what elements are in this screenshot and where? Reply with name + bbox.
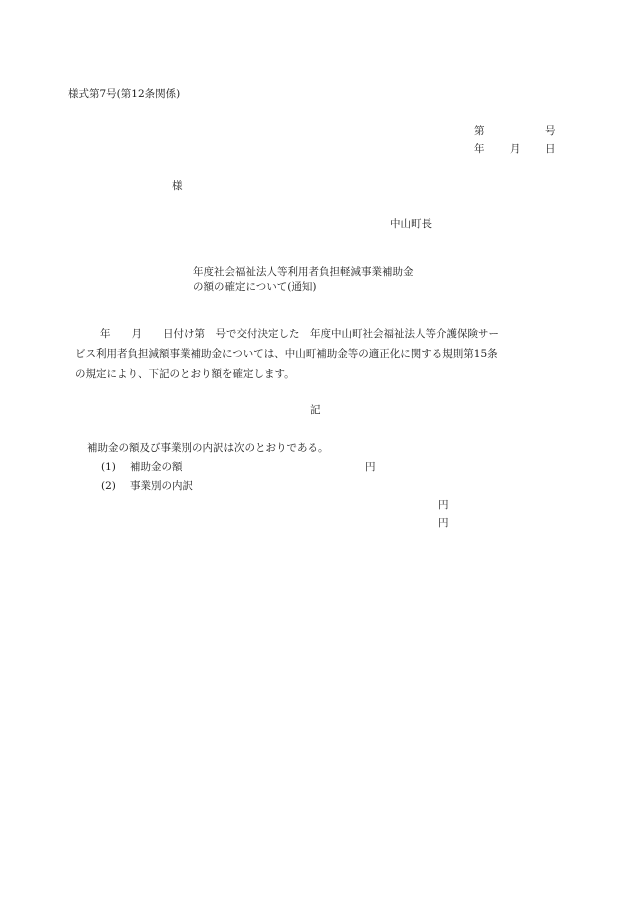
body-line-2: ビス利用者負担減額事業補助金については、中山町補助金等の適正化に関する規則第15条 bbox=[75, 348, 498, 360]
date-year: 年 bbox=[474, 143, 485, 155]
body-line-3: の規定により、下記のとおり額を確定します。 bbox=[75, 368, 295, 380]
item-number: (2) bbox=[101, 480, 116, 492]
breakdown-unit-1: 円 bbox=[438, 499, 449, 511]
ki-heading: 記 bbox=[310, 404, 321, 416]
sender-name: 中山町長 bbox=[390, 218, 432, 230]
details-intro: 補助金の額及び事業別の内訳は次のとおりである。 bbox=[87, 442, 329, 454]
breakdown-unit-2: 円 bbox=[438, 517, 449, 529]
title-line-1: 年度社会福祉法人等利用者負担軽減事業補助金 bbox=[193, 266, 414, 278]
addressee-honorific: 様 bbox=[172, 180, 183, 192]
body-line-1: 年 月 日付け第 号で交付決定した 年度中山町社会福祉法人等介護保険サー bbox=[100, 328, 499, 340]
item-unit: 円 bbox=[365, 461, 376, 473]
doc-number-suffix: 号 bbox=[545, 125, 556, 137]
form-label: 様式第7号(第12条関係) bbox=[68, 88, 181, 100]
title-line-2: の額の確定について(通知) bbox=[193, 281, 317, 293]
doc-number-prefix: 第 bbox=[474, 125, 485, 137]
item-label: 事業別の内訳 bbox=[130, 480, 193, 492]
date-day: 日 bbox=[545, 143, 556, 155]
item-number: (1) bbox=[101, 461, 116, 473]
date-month: 月 bbox=[510, 143, 521, 155]
item-label: 補助金の額 bbox=[130, 461, 183, 473]
